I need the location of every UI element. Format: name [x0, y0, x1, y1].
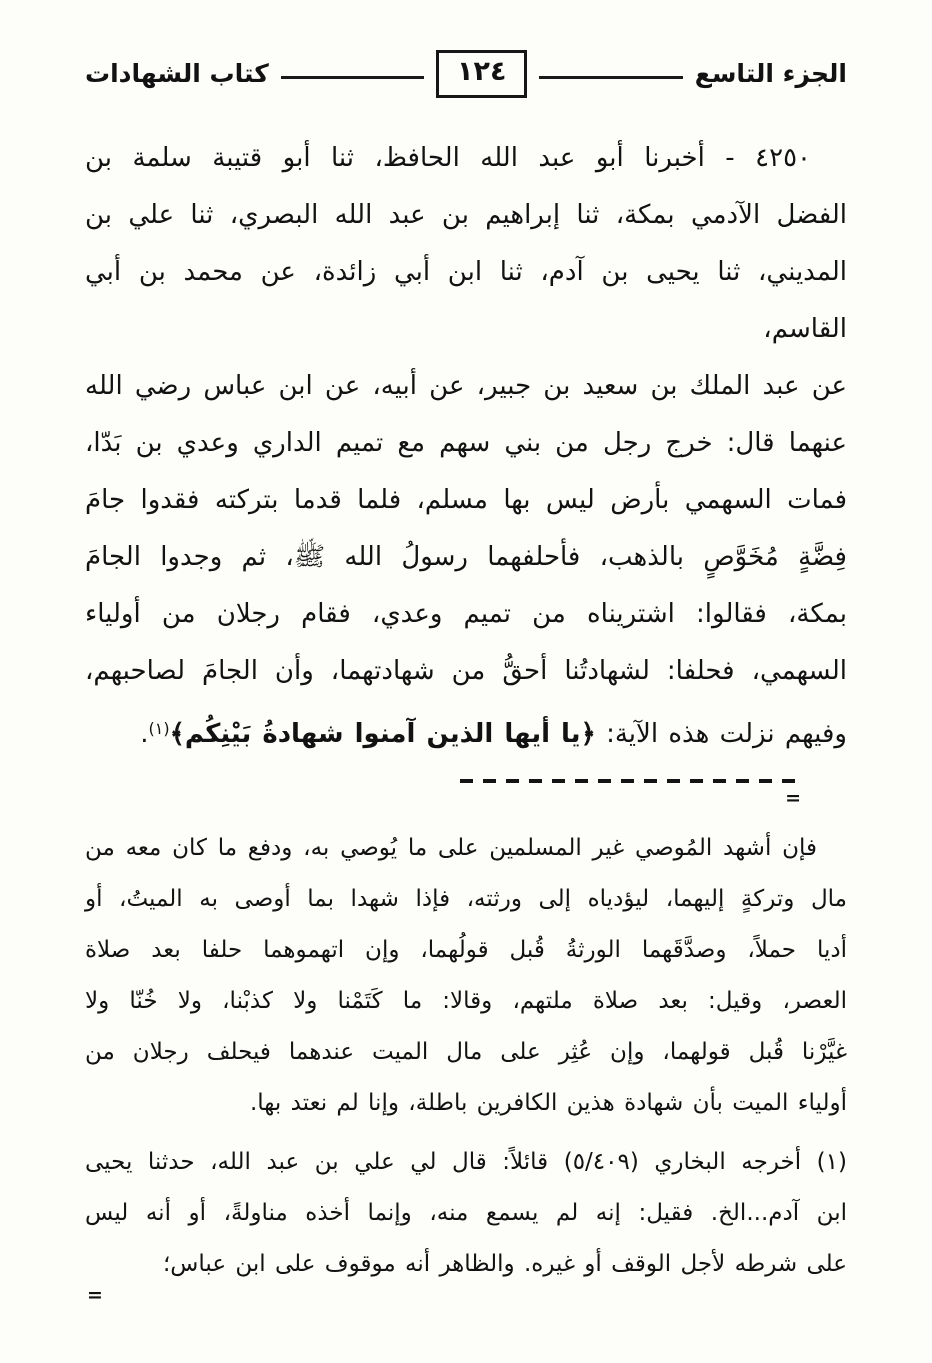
hadith-line: ٤٢٥٠ - أخبرنا أبو عبد الله الحافظ، ثنا أبو قتيبة سلمة بن: [85, 142, 811, 173]
hadith-text-block: [85, 130, 847, 763]
hadith-last-line-suffix: .: [140, 718, 149, 749]
hadith-line: فِضَّةٍ مُخَوَّصٍ بالذهب، فأحلفهما رسولُ الله ﷺ، ثم وجدوا الجامَ: [85, 541, 847, 572]
hadith-line: فمات السهمي بأرض ليس بها مسلم، فلما قدما بتركته فقدوا جامَ: [85, 484, 847, 515]
header-rule-left: [281, 76, 424, 79]
page-number-box: [436, 50, 527, 98]
hadith-line: المديني، ثنا يحيى بن آدم، ثنا ابن أبي زائدة، عن محمد بن أبي القاسم،: [85, 256, 847, 344]
hadith-line: بمكة، فقالوا: اشتريناه من تميم وعدي، فقام رجلان من أولياء: [85, 598, 847, 629]
hadith-line: الفضل الآدمي بمكة، ثنا إبراهيم بن عبد الله البصري، ثنا علي بن: [85, 199, 847, 230]
commentary-line: أولياء الميت بأن شهادة هذين الكافرين باطلة، وإنا لم نعتد بها.: [249, 1089, 847, 1116]
separator-row: [85, 767, 847, 815]
continuation-mark-top: =: [785, 786, 801, 809]
header-rule-right: [539, 76, 682, 79]
commentary-text-block: [85, 823, 847, 1129]
commentary-line: أديا حملاً، وصدَّقَهما الورثةُ قُبل قولُهما، وإن اتهموهما حلفا بعد صلاة: [85, 936, 847, 963]
commentary-line: فإن أشهد المُوصي غير المسلمين على ما يُوصي به، ودفع ما كان معه من: [85, 834, 817, 861]
commentary-line: غيَّرْنا قُبل قولهما، وإن عُثِر على مال الميت عندهما فيحلف رجلان من: [85, 1038, 847, 1065]
commentary-line: العصر، وقيل: بعد صلاة ملتهم، وقالا: ما كَتَمْنا ولا كذبْنا، ولا خُنّا ولا: [85, 987, 847, 1014]
header-book-title: كتاب الشهادات: [84, 59, 269, 89]
continuation-mark-bottom: =: [87, 1283, 103, 1306]
commentary-line: مال وتركةٍ إليهما، ليؤدياه إلى ورثته، فإذا شهدا بما أوصى به الميتُ، أو: [85, 885, 847, 912]
footnote-text-block: [85, 1137, 847, 1290]
hadith-last-line-prefix: وفيهم نزلت هذه الآية:: [595, 718, 847, 749]
hadith-line: السهمي، فحلفا: لشهادتُنا أحقُّ من شهادتهما، وأن الجامَ لصاحبهم،: [85, 655, 847, 686]
hadith-line: عنهما قال: خرج رجل من بني سهم مع تميم الداري وعدي بن بَدّا،: [85, 427, 847, 458]
footnote-line: (١) أخرجه البخاري (٥/٤٠٩) قائلاً: قال لي علي بن عبد الله، حدثنا يحيى: [85, 1148, 847, 1175]
footnote-line: على شرطه لأجل الوقف أو غيره. والظاهر أنه موقوف على ابن عباس؛: [163, 1250, 847, 1277]
hadith-line: عن عبد الملك بن سعيد بن جبير، عن أبيه، عن ابن عباس رضي الله: [85, 370, 847, 401]
header-part-title: الجزء التاسع: [694, 59, 847, 89]
footnote-line: ابن آدم...الخ. فقيل: إنه لم يسمع منه، وإنما أخذه مناولةً، أو أنه ليس: [85, 1199, 847, 1226]
dashed-separator: [455, 779, 795, 783]
footnote-reference: (١): [148, 718, 170, 738]
page-number: ١٢٤: [457, 56, 507, 87]
hadith-last-line: [85, 700, 847, 763]
quran-verse: ﴿يا أيها الذين آمنوا شهادةُ بَيْنِكُم﴾: [169, 718, 596, 749]
page-header: [85, 50, 847, 98]
